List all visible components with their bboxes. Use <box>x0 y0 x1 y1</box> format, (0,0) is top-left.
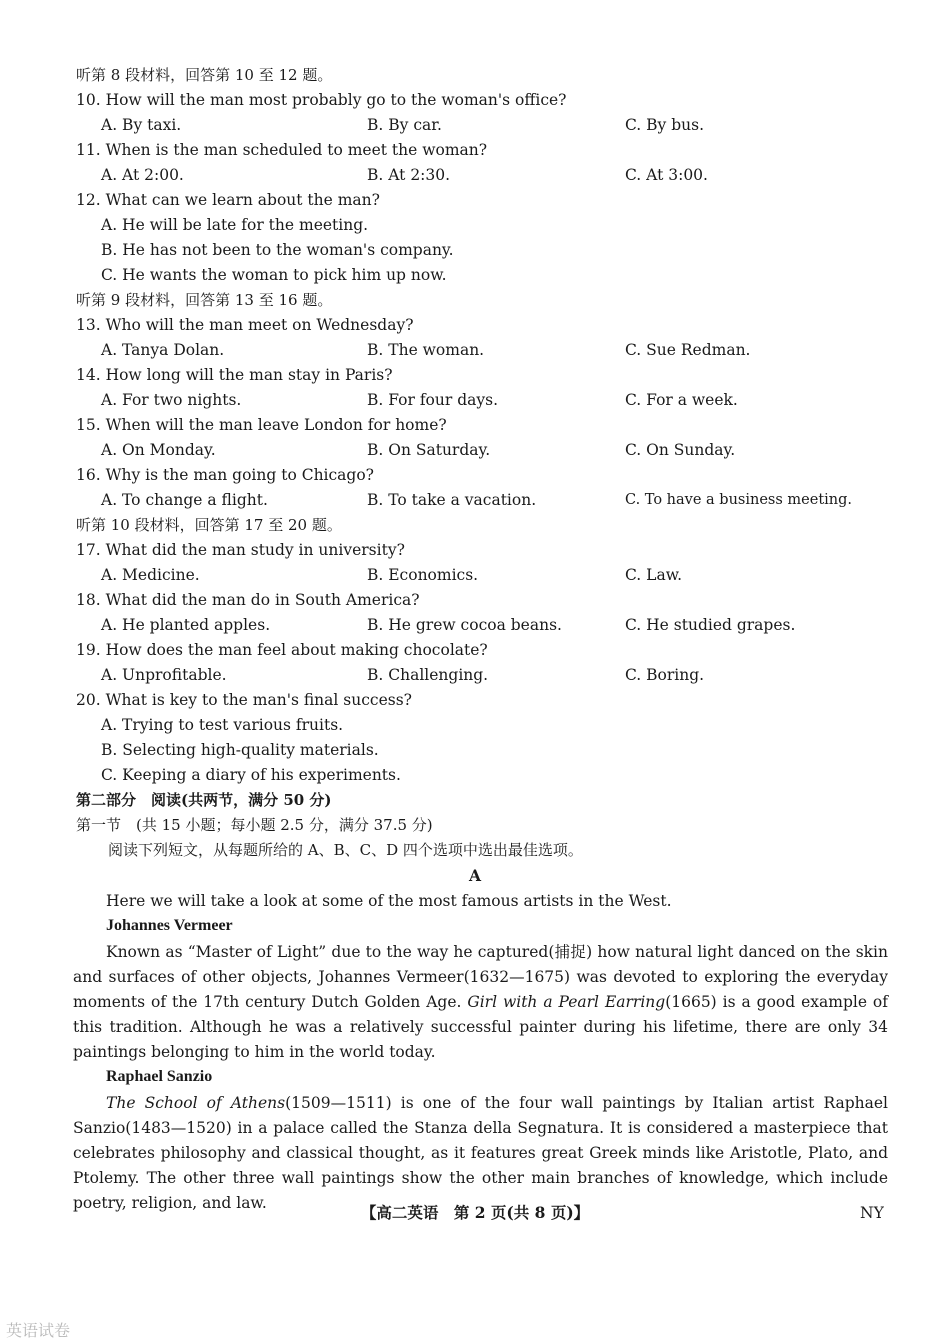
footer-page-label: 【高二英语 第 2 页(共 8 页)】 <box>360 1203 590 1222</box>
vermeer-text-2: (1665) is a good example of this tradition. Although he was a relatively successful painter during his lifetime, there are only 34 paintings belonging to him in the world today. <box>73 993 888 1061</box>
question-15-stem: 15. When will the man leave London for home? <box>76 416 447 434</box>
part2-title: 第二部分 阅读(共两节，满分 50 分) <box>76 791 332 809</box>
footer-code: NY <box>860 1204 884 1222</box>
question-16-option-c: C. To have a business meeting. <box>625 492 853 508</box>
question-20-option-c: C. Keeping a diary of his experiments. <box>101 766 401 784</box>
question-20-option-b: B. Selecting high-quality materials. <box>101 741 379 759</box>
passage-letter: A <box>468 866 482 885</box>
question-19-stem: 19. How does the man feel about making chocolate? <box>76 641 488 659</box>
question-13-option-b: B. The woman. <box>367 341 485 359</box>
question-13-option-c: C. Sue Redman. <box>625 341 751 359</box>
raphael-heading: Raphael Sanzio <box>106 1068 213 1085</box>
question-12-option-a: A. He will be late for the meeting. <box>101 216 369 234</box>
question-10-stem: 10. How will the man most probably go to the woman's office? <box>76 91 567 109</box>
raphael-painting-title: The School of Athens <box>106 1094 286 1112</box>
question-17-option-b: B. Economics. <box>367 566 479 584</box>
raphael-text-1: (1509—1511) is one of the four wall paintings by Italian artist Raphael Sanzio(1483—1520) in a palace called the Stanza della Segnatura. It is considered a masterpiece that celebrates philosophy and classical thought, as it features great Greek minds like Aristotle, Plato, and Ptolemy. The other three wall paintings show the other main branches of knowledge, which include poetry, religion, and law. <box>73 1094 888 1212</box>
question-11-stem: 11. When is the man scheduled to meet the woman? <box>76 141 488 159</box>
question-14-option-b: B. For four days. <box>367 391 499 409</box>
question-14-option-a: A. For two nights. <box>101 391 242 409</box>
question-18-option-c: C. He studied grapes. <box>625 616 796 634</box>
question-10-option-b: B. By car. <box>367 116 442 134</box>
question-14-stem: 14. How long will the man stay in Paris? <box>76 366 393 384</box>
part2-instruction: 阅读下列短文，从每题所给的 A、B、C、D 四个选项中选出最佳选项。 <box>108 841 583 859</box>
passage-intro: Here we will take a look at some of the most famous artists in the West. <box>106 892 672 910</box>
raphael-paragraph <box>73 1091 888 1216</box>
vermeer-painting-title: Girl with a Pearl Earring <box>467 993 666 1011</box>
question-11-option-a: A. At 2:00. <box>101 166 184 184</box>
vermeer-paragraph <box>73 940 888 1065</box>
question-20-stem: 20. What is key to the man's final success? <box>76 691 412 709</box>
section-intro-10: 听第 10 段材料，回答第 17 至 20 题。 <box>76 516 342 534</box>
question-19-option-c: C. Boring. <box>625 666 705 684</box>
question-13-stem: 13. Who will the man meet on Wednesday? <box>76 316 414 334</box>
question-19-option-b: B. Challenging. <box>367 666 489 684</box>
question-12-option-c: C. He wants the woman to pick him up now. <box>101 266 447 284</box>
vermeer-heading: Johannes Vermeer <box>106 917 233 934</box>
question-12-stem: 12. What can we learn about the man? <box>76 191 380 209</box>
question-17-stem: 17. What did the man study in university? <box>76 541 405 559</box>
question-16-option-a: A. To change a flight. <box>101 491 268 509</box>
question-15-option-a: A. On Monday. <box>101 441 216 459</box>
part2-section1: 第一节 (共 15 小题；每小题 2.5 分，满分 37.5 分) <box>76 816 433 834</box>
question-15-option-c: C. On Sunday. <box>625 441 736 459</box>
question-18-stem: 18. What did the man do in South America? <box>76 591 420 609</box>
question-12-option-b: B. He has not been to the woman's company. <box>101 241 454 259</box>
question-17-option-a: A. Medicine. <box>101 566 200 584</box>
question-11-option-b: B. At 2:30. <box>367 166 451 184</box>
vermeer-text-1: Known as “Master of Light” due to the way he captured(捕捉) how natural light danced on the skin and surfaces of other objects, Johannes Vermeer(1632—1675) was devoted to exploring the everyday moments of the 17th century Dutch Golden Age. <box>73 943 888 1011</box>
question-17-option-c: C. Law. <box>625 566 683 584</box>
question-18-option-a: A. He planted apples. <box>101 616 271 634</box>
question-14-option-c: C. For a week. <box>625 391 738 409</box>
question-18-option-b: B. He grew cocoa beans. <box>367 616 562 634</box>
question-11-option-c: C. At 3:00. <box>625 166 708 184</box>
section-intro-8: 听第 8 段材料，回答第 10 至 12 题。 <box>76 66 333 84</box>
question-16-stem: 16. Why is the man going to Chicago? <box>76 466 374 484</box>
question-19-option-a: A. Unprofitable. <box>101 666 227 684</box>
question-10-option-a: A. By taxi. <box>101 116 182 134</box>
section-intro-9: 听第 9 段材料，回答第 13 至 16 题。 <box>76 291 333 309</box>
watermark-text: 英语试卷 <box>6 1321 71 1340</box>
question-16-option-b: B. To take a vacation. <box>367 491 537 509</box>
question-10-option-c: C. By bus. <box>625 116 705 134</box>
question-13-option-a: A. Tanya Dolan. <box>101 341 225 359</box>
question-20-option-a: A. Trying to test various fruits. <box>101 716 344 734</box>
question-15-option-b: B. On Saturday. <box>367 441 491 459</box>
